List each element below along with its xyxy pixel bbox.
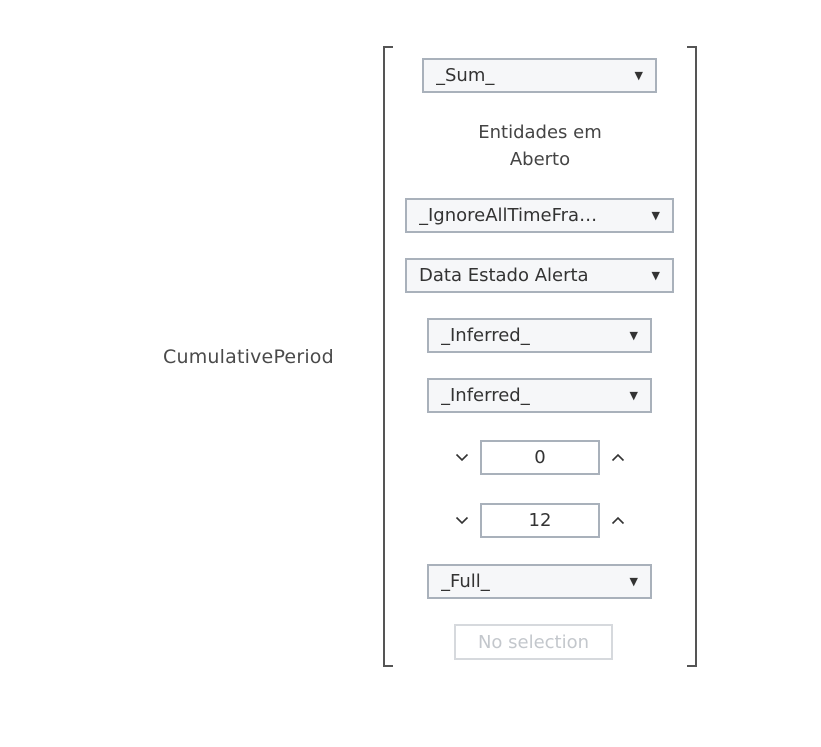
chevron-up-icon [611, 516, 625, 525]
caret-down-icon: ▼ [629, 389, 638, 402]
date-field-dropdown[interactable] [405, 258, 674, 293]
chevron-down-icon [455, 516, 469, 525]
timeframe-value: _IgnoreAllTimeFra… [419, 205, 598, 226]
entity-label-line-1: Entidades em [478, 122, 602, 143]
period-type-dropdown-1[interactable] [427, 318, 652, 353]
caret-down-icon: ▼ [629, 329, 638, 342]
offset-input[interactable]: 0 [480, 440, 600, 475]
caret-down-icon: ▼ [651, 209, 660, 222]
mode-value: _Full_ [441, 571, 490, 592]
chevron-up-icon [611, 453, 625, 462]
date-field-value: Data Estado Alerta [419, 265, 589, 286]
offset-stepper [452, 440, 628, 475]
caret-down-icon: ▼ [634, 69, 643, 82]
decrement-count-button[interactable] [452, 511, 472, 531]
no-selection-field[interactable]: No selection [454, 624, 613, 660]
mode-dropdown[interactable] [427, 564, 652, 599]
increment-count-button[interactable] [608, 511, 628, 531]
entity-label-line-2: Aberto [509, 149, 571, 170]
caret-down-icon: ▼ [651, 269, 660, 282]
aggregation-dropdown[interactable] [422, 58, 657, 93]
aggregation-value: _Sum_ [436, 65, 495, 86]
chevron-down-icon [455, 453, 469, 462]
right-bracket [687, 46, 697, 667]
period-type-2-value: _Inferred_ [441, 385, 530, 406]
left-bracket [383, 46, 393, 667]
count-stepper [452, 503, 628, 538]
period-type-dropdown-2[interactable] [427, 378, 652, 413]
timeframe-dropdown[interactable] [405, 198, 674, 233]
period-type-1-value: _Inferred_ [441, 325, 530, 346]
count-input[interactable]: 12 [480, 503, 600, 538]
entity-label [455, 119, 625, 173]
function-name: CumulativePeriod [163, 346, 334, 368]
increment-offset-button[interactable] [608, 448, 628, 468]
caret-down-icon: ▼ [629, 575, 638, 588]
decrement-offset-button[interactable] [452, 448, 472, 468]
